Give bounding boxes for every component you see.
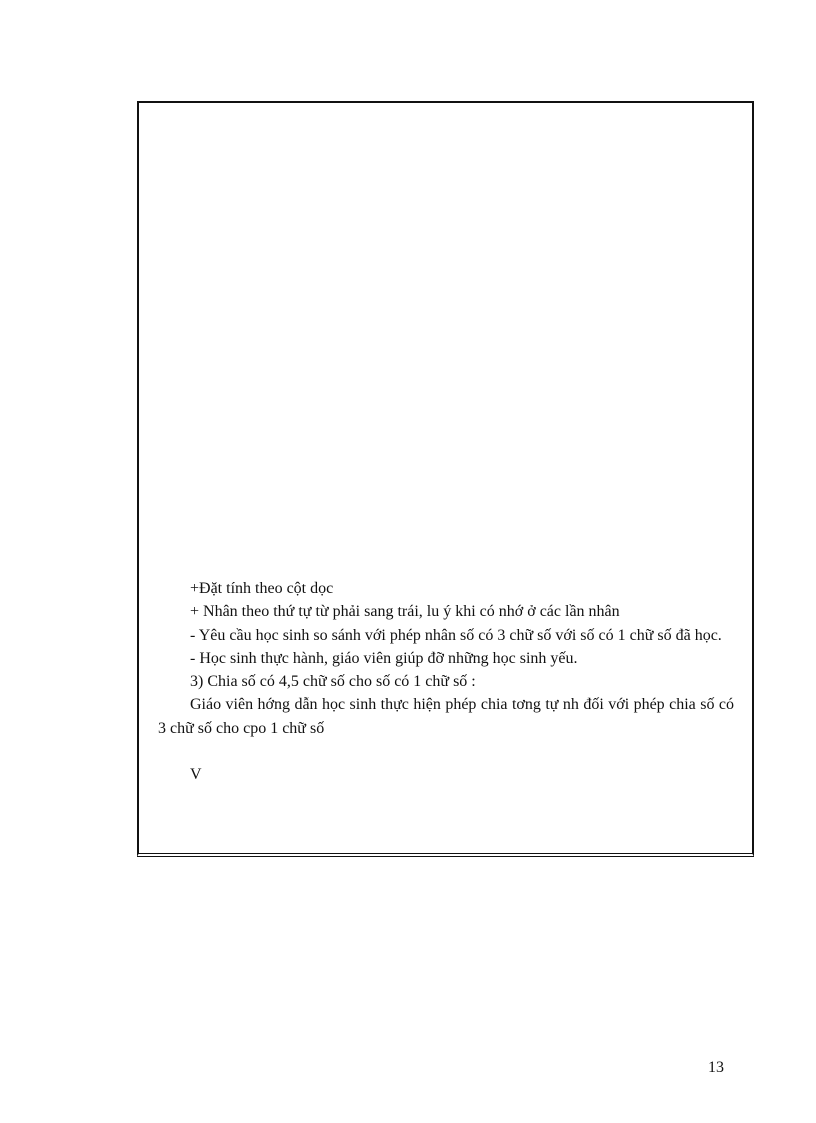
frame-text <box>158 577 734 786</box>
section-heading-division: 3) Chia số có 4,5 chữ số cho số có 1 chữ số : <box>190 673 476 691</box>
paragraph-practice: - Học sinh thực hành, giáo viên giúp đỡ những học sinh yếu. <box>190 649 578 667</box>
paragraph-place-value: +Đặt tính theo cột dọc <box>190 580 334 597</box>
content-frame <box>137 101 754 857</box>
paragraph-v: V <box>190 766 202 784</box>
paragraph-multiply-order: + Nhân theo thứ tự từ phải sang trái, lu ý khi có nhớ ở các lần nhân <box>190 603 620 621</box>
page-number: 13 <box>708 1059 724 1076</box>
paragraph-division-guide: Giáo viên hớng dẫn học sinh thực hiện phép chia tơng tự nh đối với phép chia số có 3 chữ số cho cpo 1 chữ số <box>158 696 734 737</box>
paragraph-compare: - Yêu cầu học sinh so sánh với phép nhân số có 3 chữ số với số có 1 chữ số đã học. <box>190 626 722 644</box>
